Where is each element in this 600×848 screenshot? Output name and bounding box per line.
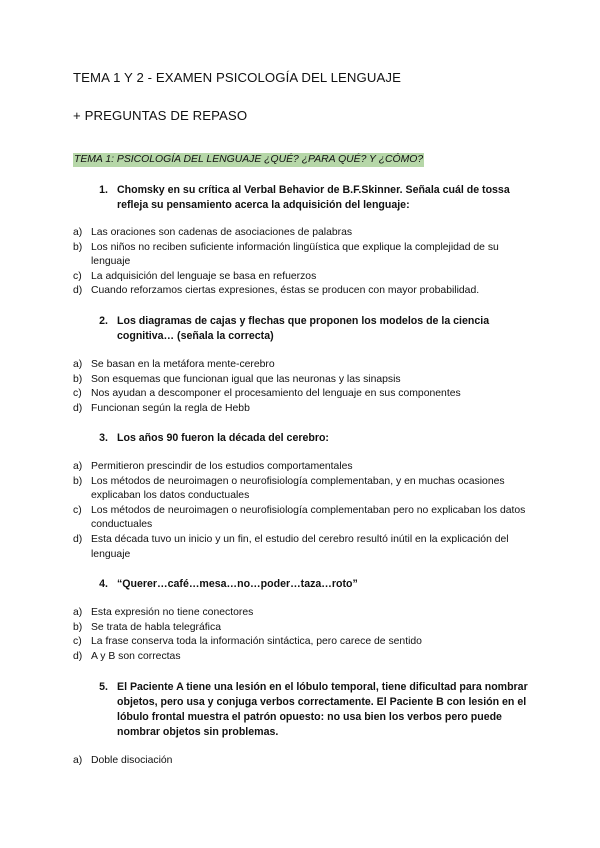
answer-option: [73, 504, 533, 533]
option-text: Son esquemas que funcionan igual que las neuronas y las sinapsis: [91, 373, 401, 385]
question-number: 2.: [99, 315, 108, 327]
question-5: [73, 680, 533, 769]
question-text: Los diagramas de cajas y flechas que proponen los modelos de la ciencia cognitiva… (señala la correcta): [117, 315, 490, 342]
answer-option: [73, 650, 533, 665]
option-letter: d): [73, 285, 83, 297]
option-letter: a): [73, 227, 83, 238]
option-text: Los métodos de neuroimagen o neurofisiología complementaban pero no explicaban los datos conductuales: [91, 504, 526, 531]
answer-option: [73, 460, 533, 475]
option-text: Las oraciones son cadenas de asociaciones de palabras: [91, 227, 353, 238]
option-letter: b): [73, 475, 83, 487]
answer-option: [73, 533, 533, 562]
option-letter: a): [73, 461, 83, 472]
option-text: Doble disociación: [91, 755, 173, 766]
option-text: Nos ayudan a descomponer el procesamiento del lenguaje en sus componentes: [91, 388, 461, 400]
option-text: Esta década tuvo un inicio y un fin, el estudio del cerebro resultó inútil en la explicación del lenguaje: [91, 533, 509, 560]
answer-option: [73, 241, 533, 270]
answer-option: [73, 270, 533, 285]
option-text: Los niños no reciben suficiente información lingüística que explique la complejidad de su lenguaje: [91, 241, 499, 268]
question-3: [73, 431, 533, 562]
option-text: Permitieron prescindir de los estudios comportamentales: [91, 461, 353, 472]
question-number: 3.: [99, 432, 108, 444]
question-number: 5.: [99, 681, 108, 693]
option-letter: d): [73, 533, 83, 545]
document-subtitle: + PREGUNTAS DE REPASO: [73, 108, 248, 123]
question-text: Chomsky en su crítica al Verbal Behavior de B.F.Skinner. Señala cuál de tossa refleja su pensamiento acerca la adquisición del lenguaje:: [117, 184, 510, 211]
question-2: [73, 314, 533, 416]
option-letter: c): [73, 636, 82, 648]
question-1: [73, 183, 533, 299]
question-number: 1.: [99, 184, 108, 196]
answer-option: [73, 373, 533, 388]
option-letter: a): [73, 359, 83, 370]
answer-option: [73, 754, 533, 769]
option-letter: c): [73, 504, 82, 516]
option-letter: a): [73, 755, 83, 766]
question-4: [73, 577, 533, 664]
question-text: El Paciente A tiene una lesión en el lóbulo temporal, tiene dificultad para nombrar objetos, pero usa y conjuga verbos correctamente. El Paciente B con lesión en el lóbulo frontal muestra el patrón opuesto: no usa bien los verbos pero puede nombrar objetos sin problemas.: [117, 681, 528, 738]
answer-option: [73, 358, 533, 373]
answer-option: [73, 606, 533, 621]
option-text: Funcionan según la regla de Hebb: [91, 402, 250, 414]
answer-option: [73, 402, 533, 417]
option-letter: d): [73, 650, 83, 662]
option-letter: c): [73, 388, 82, 400]
document-title: TEMA 1 Y 2 - EXAMEN PSICOLOGÍA DEL LENGUAJE: [73, 70, 401, 85]
option-text: La adquisición del lenguaje se basa en refuerzos: [91, 270, 317, 282]
option-text: Cuando reforzamos ciertas expresiones, éstas se producen con mayor probabilidad.: [91, 285, 480, 297]
answer-option: [73, 387, 533, 402]
answer-option: [73, 635, 533, 650]
option-text: A y B son correctas: [91, 650, 181, 662]
option-letter: b): [73, 621, 83, 633]
option-letter: b): [73, 373, 83, 385]
option-text: Esta expresión no tiene conectores: [91, 607, 254, 618]
question-text: “Querer…café…mesa…no…poder…taza…roto”: [117, 578, 358, 590]
option-text: Se basan en la metáfora mente-cerebro: [91, 359, 275, 370]
question-text: Los años 90 fueron la década del cerebro:: [117, 432, 329, 444]
option-text: Se trata de habla telegráfica: [91, 621, 221, 633]
question-number: 4.: [99, 578, 108, 590]
answer-option: [73, 475, 533, 504]
option-text: Los métodos de neuroimagen o neurofisiología complementaban, y en muchas ocasiones explicaban los datos conductuales: [91, 475, 505, 502]
answer-option: [73, 226, 533, 241]
section-heading: TEMA 1: PSICOLOGÍA DEL LENGUAJE ¿QUÉ? ¿PARA QUÉ? Y ¿CÓMO?: [74, 154, 424, 165]
option-letter: d): [73, 402, 83, 414]
option-letter: a): [73, 607, 83, 618]
option-letter: c): [73, 270, 82, 282]
option-letter: b): [73, 241, 83, 253]
option-text: La frase conserva toda la información sintáctica, pero carece de sentido: [91, 636, 422, 648]
answer-option: [73, 621, 533, 636]
answer-option: [73, 284, 533, 299]
